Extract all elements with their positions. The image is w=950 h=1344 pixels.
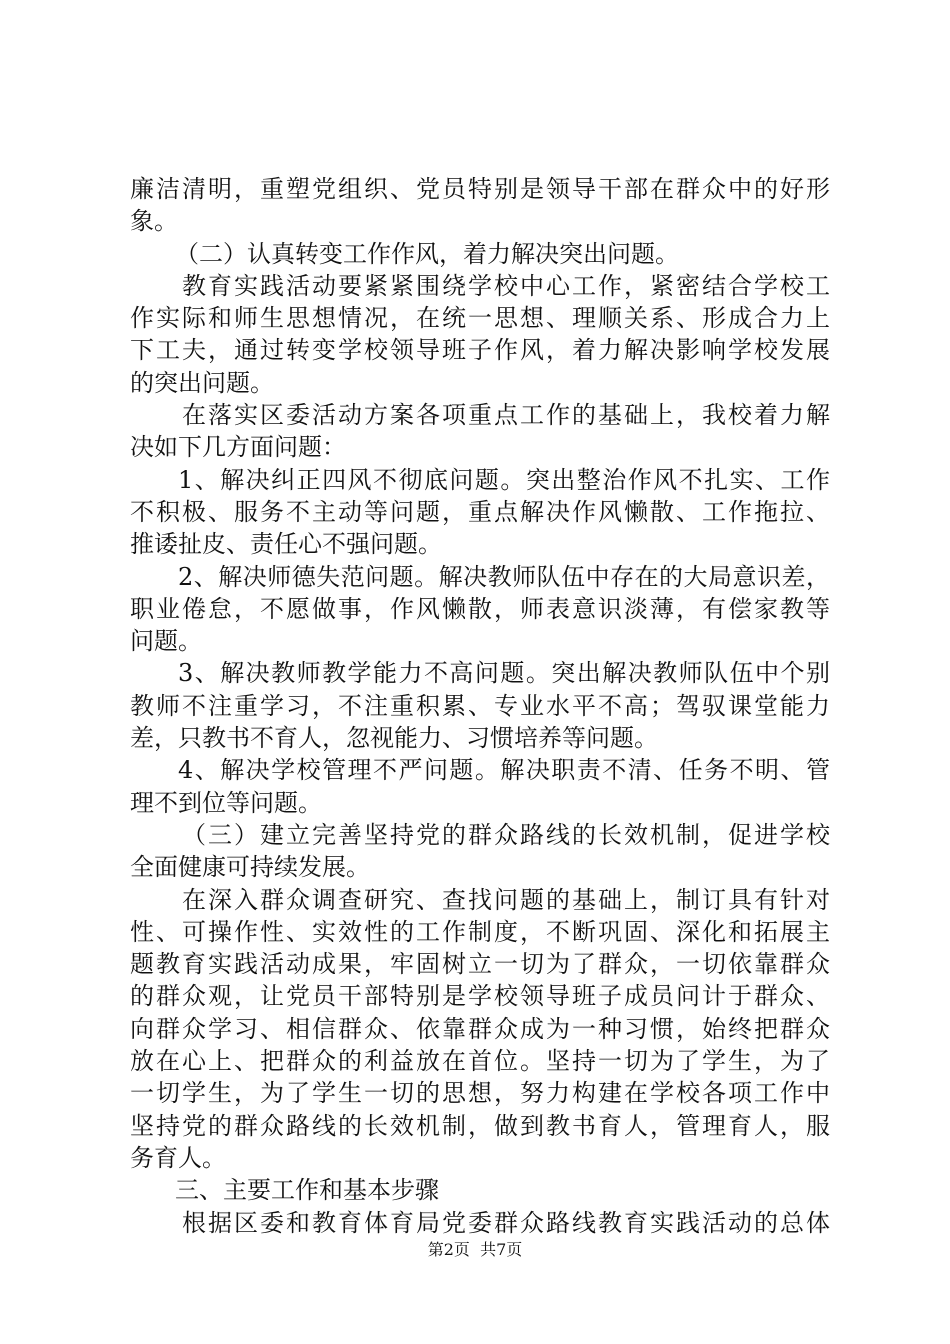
text-line: 职业倦怠，不愿做事，作风懒散，师表意识淡薄，有偿家教等: [130, 594, 830, 623]
text-line: 问题。: [130, 627, 202, 656]
text-line: 推诿扯皮、责任心不强问题。: [130, 530, 442, 559]
text-line: 根据区委和教育体育局党委群众路线教育实践活动的总体: [182, 1208, 830, 1237]
text-line: 决如下几方面问题：: [130, 433, 346, 462]
page-footer: 第2页 共7页: [427, 1240, 523, 1259]
text-line: 作实际和师生思想情况，在统一思想、理顺关系、形成合力上: [130, 304, 830, 333]
text-line: 下工夫，通过转变学校领导班子作风，着力解决影响学校发展: [130, 336, 830, 365]
text-line: 在深入群众调查研究、查找问题的基础上，制订具有针对: [182, 885, 830, 914]
text-line: 坚持党的群众路线的长效机制，做到教书育人，管理育人，服: [130, 1111, 830, 1140]
text-line: 的群众观，让党员干部特别是学校领导班子成员问计于群众、: [130, 982, 830, 1011]
text-line: 廉洁清明，重塑党组织、党员特别是领导干部在群众中的好形: [130, 175, 830, 203]
text-line: 的突出问题。: [130, 368, 274, 397]
text-line: 不积极、服务不主动等问题，重点解决作风懒散、工作拖拉、: [130, 497, 830, 526]
text-line: 差，只教书不育人，忽视能力、习惯培养等问题。: [130, 724, 658, 753]
document-body: [130, 173, 830, 1239]
text-line: （三）建立完善坚持党的群众路线的长效机制，促进学校: [182, 820, 830, 849]
text-line: 向群众学习、相信群众、依靠群众成为一种习惯，始终把群众: [130, 1014, 830, 1043]
text-line: 放在心上、把群众的利益放在首位。坚持一切为了学生，为了: [130, 1047, 830, 1076]
text-line: 教师不注重学习，不注重积累、专业水平不高；驾驭课堂能力: [130, 691, 830, 720]
text-line: 象。: [130, 207, 178, 236]
text-line: （二）认真转变工作作风，着力解决突出问题。: [175, 239, 679, 268]
text-line: 全面健康可持续发展。: [130, 853, 370, 882]
text-line: 2、解决师德失范问题。解决教师队伍中存在的大局意识差，: [178, 562, 830, 591]
text-line: 4、解决学校管理不严问题。解决职责不清、任务不明、管: [178, 756, 830, 785]
text-line: 教育实践活动要紧紧围绕学校中心工作，紧密结合学校工: [182, 271, 830, 300]
text-line: 性、可操作性、实效性的工作制度，不断巩固、深化和拓展主: [130, 917, 830, 946]
text-line: 在落实区委活动方案各项重点工作的基础上，我校着力解: [182, 401, 830, 430]
text-line: 理不到位等问题。: [130, 788, 322, 817]
text-line: 一切学生，为了学生一切的思想，努力构建在学校各项工作中: [130, 1079, 830, 1108]
text-line: 三、主要工作和基本步骤: [175, 1176, 439, 1205]
text-line: 务育人。: [130, 1143, 226, 1172]
text-line: 1、解决纠正四风不彻底问题。突出整治作风不扎实、工作: [178, 465, 830, 494]
text-line: 3、解决教师教学能力不高问题。突出解决教师队伍中个别: [178, 659, 830, 688]
text-line: 题教育实践活动成果，牢固树立一切为了群众，一切依靠群众: [130, 950, 830, 979]
